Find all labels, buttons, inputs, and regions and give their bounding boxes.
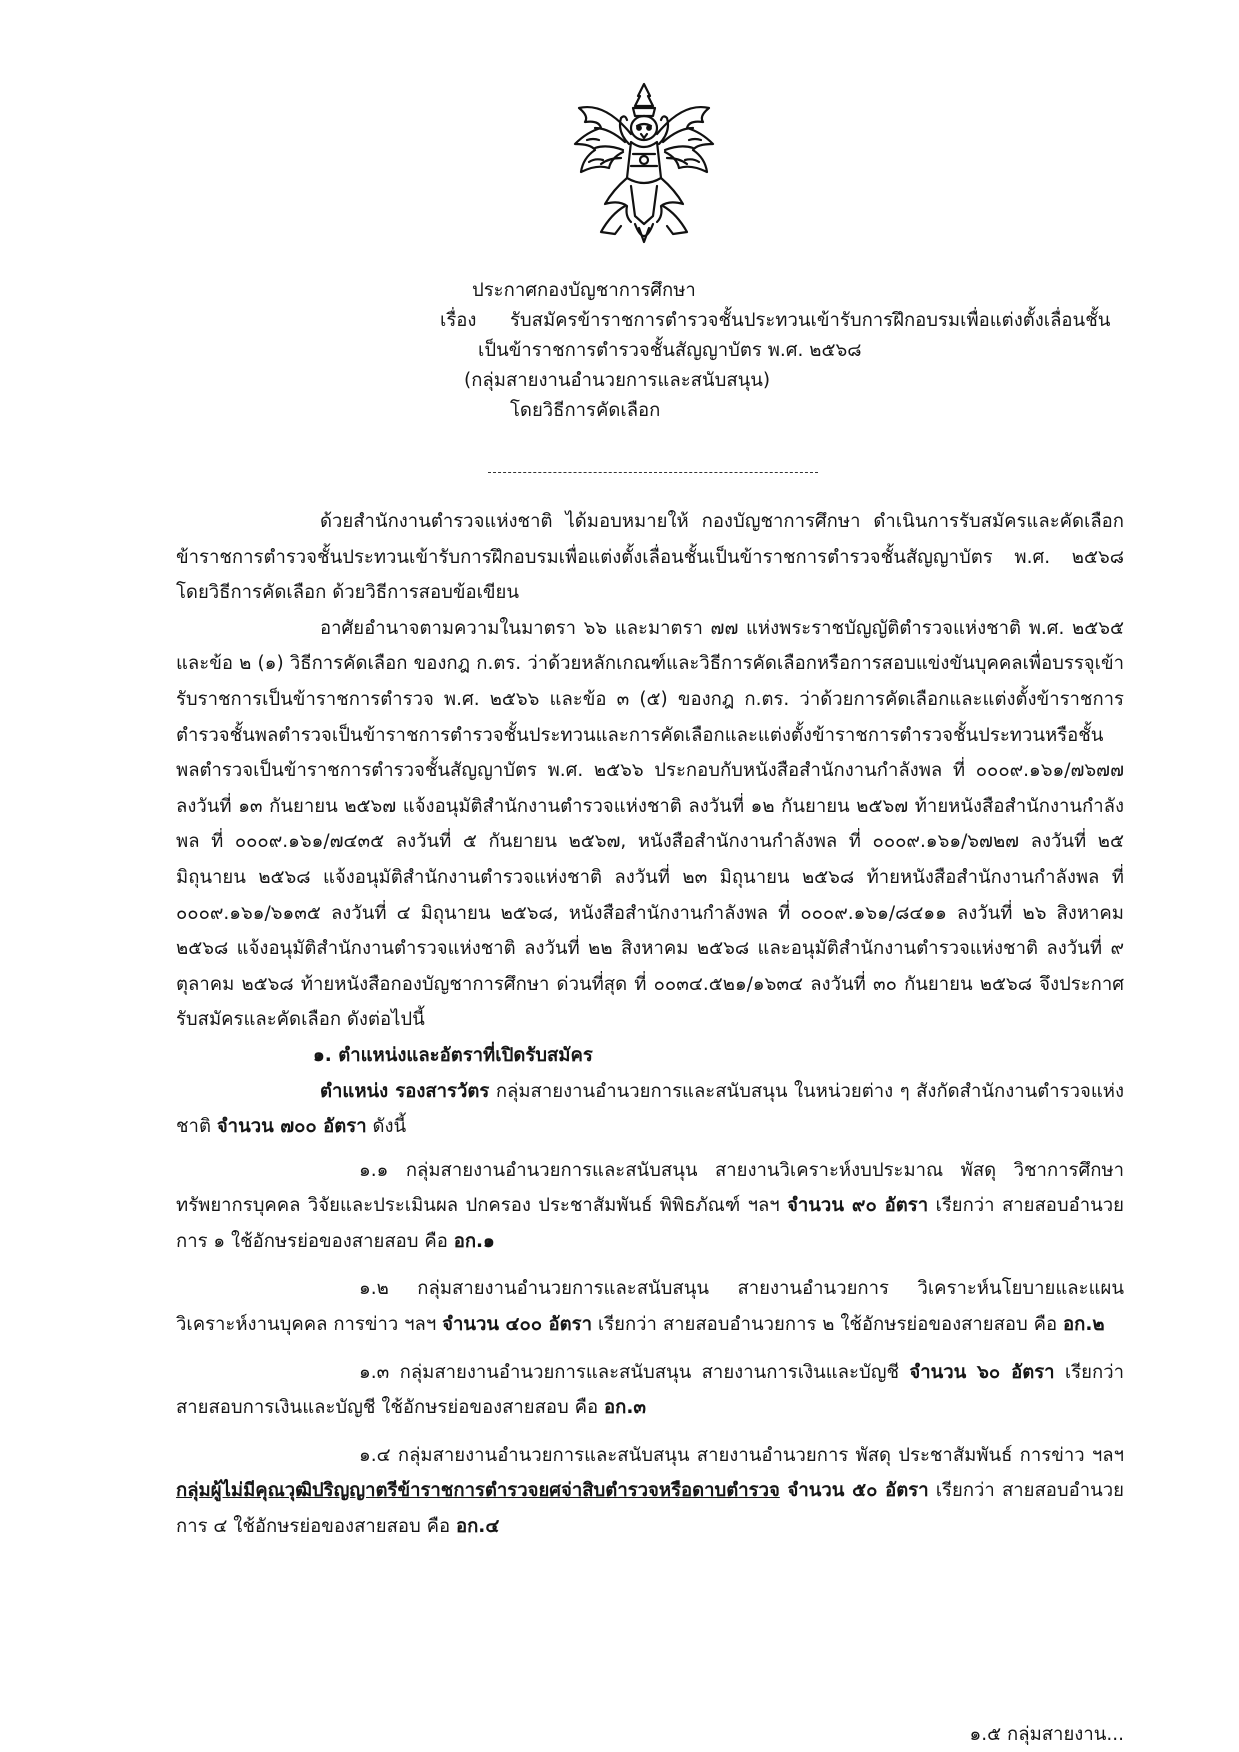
position-label: ตำแหน่ง รองสารวัตร: [320, 1080, 490, 1102]
item-1-3-text: ๑.๓ กลุ่มสายงานอำนวยการและสนับสนุน สายงานการเงินและบัญชี: [359, 1361, 910, 1383]
section-1-heading: ๑. ตำแหน่งและอัตราที่เปิดรับสมัคร: [313, 1044, 593, 1066]
section-1-intro: [176, 1074, 1124, 1145]
item-1-4-post: เรียกว่า สายสอบอำนวยการ ๔ ใช้อักษรย่อของสายสอบ คือ: [176, 1480, 1124, 1538]
item-1-2-post: เรียกว่า สายสอบอำนวยการ ๒ ใช้อักษรย่อของสายสอบ คือ: [591, 1314, 1064, 1336]
document-heading: ประกาศกองบัญชาการศึกษา: [472, 280, 696, 301]
item-1-4-abbr: อก.๔: [455, 1516, 500, 1538]
subject-line-1: [440, 306, 1112, 336]
item-1-4-count: จำนวน ๕๐ อัตรา: [779, 1480, 929, 1502]
position-tail: ดังนี้: [366, 1116, 407, 1138]
subject-line-4: โดยวิธีการคัดเลือก: [510, 400, 661, 421]
item-1-2-text: ๑.๒ กลุ่มสายงานอำนวยการและสนับสนุน สายงานอำนวยการ วิเคราะห์นโยบายและแผน วิเคราะห์งานบุคคล การข่าว ฯลฯ: [176, 1278, 1124, 1336]
document-body: [176, 504, 1124, 1545]
item-1-2-abbr: อก.๒: [1063, 1314, 1105, 1336]
position-count: จำนวน ๗๐๐ อัตรา: [216, 1116, 367, 1138]
item-1-4-text: ๑.๔ กลุ่มสายงานอำนวยการและสนับสนุน สายงานอำนวยการ พัสดุ ประชาสัมพันธ์ การข่าว ฯลฯ: [359, 1444, 1124, 1466]
item-1-3: [176, 1355, 1124, 1426]
item-1-1-abbr: อก.๑: [453, 1230, 495, 1252]
item-1-2: [176, 1271, 1124, 1342]
item-1-4: [176, 1438, 1124, 1545]
subject-text: รับสมัครข้าราชการตำรวจชั้นประทวนเข้ารับการฝึกอบรมเพื่อแต่งตั้งเลื่อนชั้น: [510, 310, 1111, 331]
subject-line-3: (กลุ่มสายงานอำนวยการและสนับสนุน): [464, 370, 771, 391]
subject-label: เรื่อง: [440, 310, 477, 331]
item-1-1-post: เรียกว่า สายสอบอำนวยการ ๑ ใช้อักษรย่อของสายสอบ คือ: [176, 1195, 1124, 1252]
item-1-3-post: เรียกว่า สายสอบการเงินและบัญชี ใช้อักษรย่อของสายสอบ คือ: [176, 1361, 1124, 1419]
item-1-2-count: จำนวน ๔๐๐ อัตรา: [442, 1314, 592, 1336]
paragraph-1: ด้วยสำนักงานตำรวจแห่งชาติ ได้มอบหมายให้ กองบัญชาการศึกษา ดำเนินการรับสมัครและคัดเลือกข้าราชการตำรวจชั้นประทวนเข้ารับการฝึกอบรมเพื่อแต่งตั้งเลื่อนชั้นเป็นข้าราชการตำรวจชั้นสัญญาบัตร พ.ศ. ๒๕๖๘ โดยวิธีการคัดเลือก ด้วยวิธีการสอบข้อเขียน: [176, 511, 1124, 604]
divider-line: [488, 472, 818, 473]
item-1-1-text: ๑.๑ กลุ่มสายงานอำนวยการและสนับสนุน สายงานวิเคราะห์งบประมาณ พัสดุ วิชาการศึกษา ทรัพยากรบุคคล วิจัยและประเมินผล ปกครอง ประชาสัมพันธ์ พิพิธภัณฑ์ ฯลฯ: [176, 1159, 1124, 1217]
continuation-text: ๑.๕ กลุ่มสายงาน...: [969, 1724, 1124, 1745]
item-1-4-underlined: กลุ่มผู้ไม่มีคุณวุฒิปริญญาตรีข้าราชการตำรวจยศจ่าสิบตำรวจหรือดาบตำรวจ: [176, 1480, 780, 1502]
position-text: กลุ่มสายงานอำนวยการและสนับสนุน ในหน่วยต่าง ๆ สังกัดสำนักงานตำรวจแห่งชาติ: [176, 1080, 1124, 1138]
item-1-3-count: จำนวน ๖๐ อัตรา: [909, 1361, 1055, 1383]
item-1-1: [176, 1153, 1124, 1260]
document-title-block: [440, 276, 1112, 426]
item-1-1-count: จำนวน ๙๐ อัตรา: [787, 1195, 929, 1217]
item-1-3-abbr: อก.๓: [604, 1397, 647, 1419]
subject-line-2: เป็นข้าราชการตำรวจชั้นสัญญาบัตร พ.ศ. ๒๕๖๘: [478, 340, 862, 361]
garuda-emblem-icon: [565, 82, 723, 250]
paragraph-2: อาศัยอำนาจตามความในมาตรา ๖๖ และมาตรา ๗๗ แห่งพระราชบัญญัติตำรวจแห่งชาติ พ.ศ. ๒๕๖๕ และข้อ ๒ (๑) วิธีการคัดเลือก ของกฎ ก.ตร. ว่าด้วยหลักเกณฑ์และวิธีการคัดเลือกหรือการสอบแข่งขันบุคคลเพื่อบรรจุเข้ารับราชการเป็นข้าราชการตำรวจ พ.ศ. ๒๕๖๖ และข้อ ๓ (๕) ของกฎ ก.ตร. ว่าด้วยการคัดเลือกและแต่งตั้งข้าราชการตำรวจชั้นพลตำรวจเป็นข้าราชการตำรวจชั้นประทวนและการคัดเลือกและแต่งตั้งข้าราชการตำรวจชั้นประทวนหรือชั้นพลตำรวจเป็นข้าราชการตำรวจชั้นสัญญาบัตร พ.ศ. ๒๕๖๖ ประกอบกับหนังสือสำนักงานกำลังพล ที่ ๐๐๐๙.๑๖๑/๗๖๗๗ ลงวันที่ ๑๓ กันยายน ๒๕๖๗ แจ้งอนุมัติสำนักงานตำรวจแห่งชาติ ลงวันที่ ๑๒ กันยายน ๒๕๖๗ ท้ายหนังสือสำนักงานกำลังพล ที่ ๐๐๐๙.๑๖๑/๗๔๓๕ ลงวันที่ ๕ กันยายน ๒๕๖๗, หนังสือสำนักงานกำลังพล ที่ ๐๐๐๙.๑๖๑/๖๗๒๗ ลงวันที่ ๒๕ มิถุนายน ๒๕๖๘ แจ้งอนุมัติสำนักงานตำรวจแห่งชาติ ลงวันที่ ๒๓ มิถุนายน ๒๕๖๘ ท้ายหนังสือสำนักงานกำลังพล ที่ ๐๐๐๙.๑๖๑/๖๑๓๕ ลงวันที่ ๔ มิถุนายน ๒๕๖๘, หนังสือสำนักงานกำลังพล ที่ ๐๐๐๙.๑๖๑/๘๔๑๑ ลงวันที่ ๒๖ สิงหาคม ๒๕๖๘ แจ้งอนุมัติสำนักงานตำรวจแห่งชาติ ลงวันที่ ๒๒ สิงหาคม ๒๕๖๘ และอนุมัติสำนักงานตำรวจแห่งชาติ ลงวันที่ ๙ ตุลาคม ๒๕๖๘ ท้ายหนังสือกองบัญชาการศึกษา ด่วนที่สุด ที่ ๐๐๓๔.๕๒๑/๑๖๓๔ ลงวันที่ ๓๐ กันยายน ๒๕๖๘ จึงประกาศรับสมัครและคัดเลือก ดังต่อไปนี้: [176, 617, 1124, 1031]
